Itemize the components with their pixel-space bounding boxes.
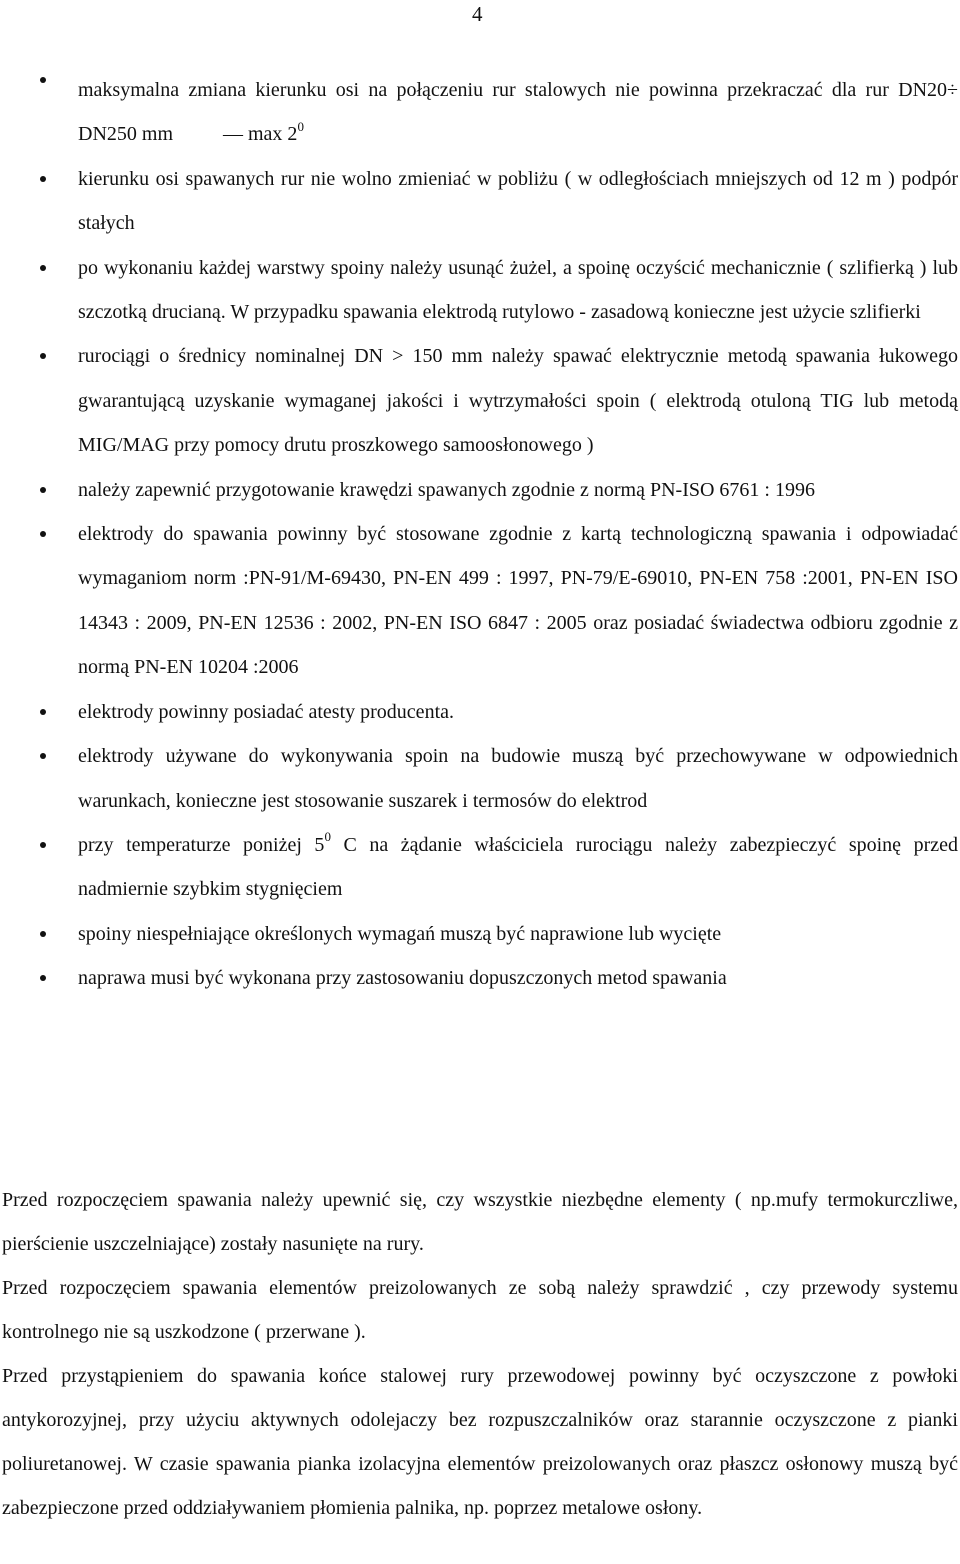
list-item <box>0 468 960 512</box>
list-item-text-tail: C na żądanie właściciela rurociągu należy zabezpieczyć spoinę przed nadmiernie szybkim stygnięciem <box>78 833 959 901</box>
paragraph: Przed rozpoczęciem spawania elementów preizolowanych ze sobą należy sprawdzić , czy przewody systemu kontrolnego nie są uszkodzone ( przerwane ). <box>2 1277 958 1343</box>
bullet-icon <box>40 842 46 848</box>
list-item <box>0 734 960 823</box>
bullet-icon <box>40 709 46 715</box>
bullet-icon <box>40 975 46 981</box>
list-item <box>0 68 960 157</box>
superscript: 0 <box>297 118 304 134</box>
list-item <box>0 157 960 246</box>
list-item <box>0 246 960 335</box>
list-item <box>0 956 960 1000</box>
list-item-text: przy temperaturze poniżej 5 <box>78 833 325 856</box>
welding-requirements-list <box>0 68 960 1001</box>
body-paragraphs <box>0 1178 958 1530</box>
list-item <box>0 823 960 912</box>
list-item-text: należy zapewnić przygotowanie krawędzi spawanych zgodnie z normą PN-ISO 6761 : 1996 <box>78 478 815 501</box>
list-item-text: elektrody używane do wykonywania spoin na budowie muszą być przechowywane w odpowiednich warunkach, konieczne jest stosowanie suszarek i termosów do elektrod <box>78 745 958 812</box>
list-item <box>0 690 960 734</box>
list-item-text: kierunku osi spawanych rur nie wolno zmieniać w pobliżu ( w odległościach mniejszych od 12 m ) podpór stałych <box>78 167 958 235</box>
list-item-text: spoiny niespełniające określonych wymagań muszą być naprawione lub wycięte <box>78 922 722 945</box>
paragraph: Przed przystąpieniem do spawania końce stalowej rury przewodowej powinny być oczyszczone z powłoki antykorozyjnej, przy użyciu aktywnych odolejaczy bez rozpuszczalników oraz starannie oczyszczone z pianki poliuretanowej. W czasie spawania pianka izolacyjna elementów preizolowanych oraz płaszcz osłonowy muszą być zabezpieczone przed oddziaływaniem płomienia palnika, np. poprzez metalowe osłony. <box>2 1365 958 1519</box>
list-item-text: elektrody powinny posiadać atesty producenta. <box>78 700 454 723</box>
bullet-icon <box>40 265 46 271</box>
list-item-text: rurociągi o średnicy nominalnej DN > 150 mm należy spawać elektrycznie metodą spawania łukowego gwarantującą uzyskanie wymaganej jakości i wytrzymałości spoin ( elektrodą otuloną TIG lub metodą MIG/MAG przy pomocy drutu proszkowego samoosłonowego ) <box>78 345 958 457</box>
page-number: 4 <box>472 2 483 26</box>
list-item <box>0 912 960 956</box>
paragraph: Przed rozpoczęciem spawania należy upewnić się, czy wszystkie niezbędne elementy ( np.mufy termokurczliwe, pierścienie uszczelniające) zostały nasunięte na rury. <box>2 1189 958 1255</box>
list-item <box>0 512 960 690</box>
bullet-icon <box>40 176 46 182</box>
list-item-text: elektrody do spawania powinny być stosowane zgodnie z kartą technologiczną spawania i odpowiadać wymaganiom norm :PN-91/M-69430, PN-EN 499 : 1997, PN-79/E-69010, PN-EN 758 :2001, PN-EN ISO 14343 : 2009, PN-EN 12536 : 2002, PN-EN ISO 6847 : 2005 oraz posiadać świadectwa odbioru zgodnie z normą PN-EN 10204 :2006 <box>78 523 958 679</box>
bullet-icon <box>40 753 46 759</box>
list-item-text: maksymalna zmiana kierunku osi na połączeniu rur stalowych nie powinna przekraczać dla rur DN20÷ DN250 mm — max 2 <box>78 79 958 146</box>
bullet-icon <box>40 931 46 937</box>
list-item <box>0 334 960 467</box>
bullet-icon <box>40 487 46 493</box>
list-item-text: po wykonaniu każdej warstwy spoiny należy usunąć żużel, a spoinę oczyścić mechanicznie ( szlifierką ) lub szczotką drucianą. W przypadku spawania elektrodą rutylowo - zasadową konieczne jest użycie szlifierki <box>78 256 958 324</box>
bullet-icon <box>40 77 46 83</box>
bullet-icon <box>40 353 46 359</box>
bullet-icon <box>40 531 46 537</box>
list-item-text: naprawa musi być wykonana przy zastosowaniu dopuszczonych metod spawania <box>78 967 727 990</box>
superscript: 0 <box>324 829 331 845</box>
